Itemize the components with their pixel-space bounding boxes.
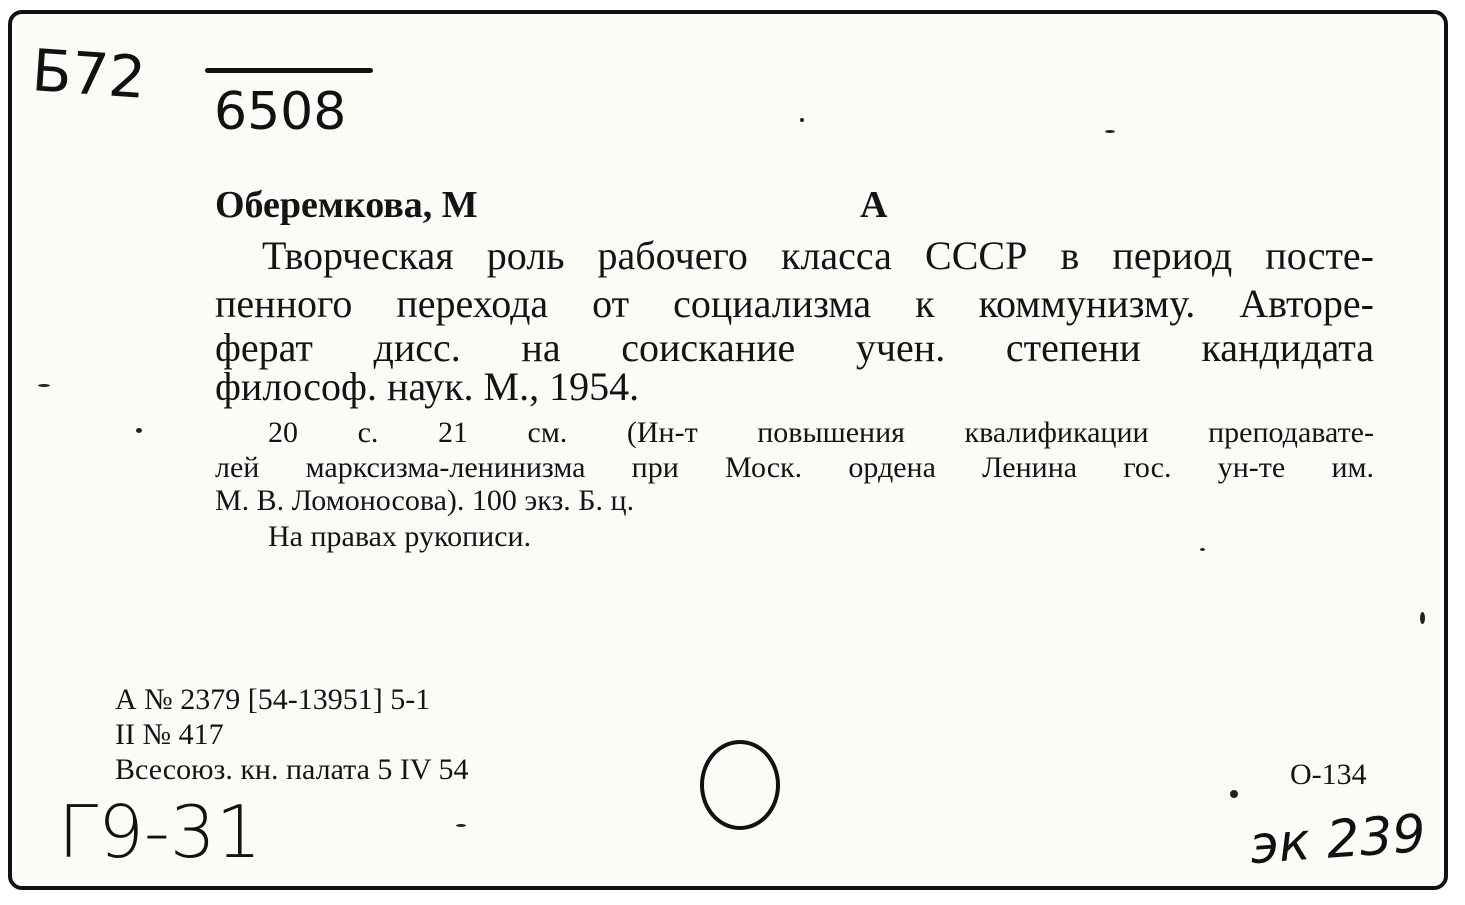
scan-speck [38,384,50,387]
author-initial: А [860,184,888,226]
collation-line-2: лей марксизма-ленинизма при Моск. ордена Ленина гос. ун-те им. [215,451,1374,484]
scan-speck [456,824,466,827]
scan-speck [136,428,142,433]
fraction-line [205,68,373,73]
registry-code: О-134 [1290,758,1367,791]
title-line-4: философ. наук. М., 1954. [215,364,640,409]
handwritten-call-number: Б72 [29,36,148,112]
collation-line-4: На правах рукописи. [268,520,532,553]
handwritten-call-number-denominator: 6508 [214,82,347,142]
scan-speck [1200,548,1205,551]
author-name: Оберемкова, М [215,184,478,226]
registry-line-1: А № 2379 [54-13951] 5-1 [115,683,431,716]
handwritten-shelf-mark: Г9-31 [58,790,262,874]
scan-speck [1105,130,1115,133]
scan-speck [1420,612,1425,624]
collation-line-1: 20 с. 21 см. (Ин-т повышения квалификации преподавате- [268,416,1374,449]
scan-speck [1230,790,1238,798]
scan-speck [800,118,804,122]
title-line-3: ферат дисс. на соискание учен. степени кандидата [215,325,1374,370]
title-line-2: пенного перехода от социализма к коммунизму. Авторе- [215,281,1374,326]
collation-line-3: М. В. Ломоносова). 100 экз. Б. ц. [215,484,635,517]
registry-line-3: Всесоюз. кн. палата 5 IV 54 [115,753,469,786]
title-line-1: Творческая роль рабочего класса СССР в период посте- [262,233,1374,278]
handwritten-bottom-right-mark: эк 239 [1248,803,1428,877]
registry-line-2: II № 417 [115,718,224,751]
card-punch-hole [700,740,780,830]
